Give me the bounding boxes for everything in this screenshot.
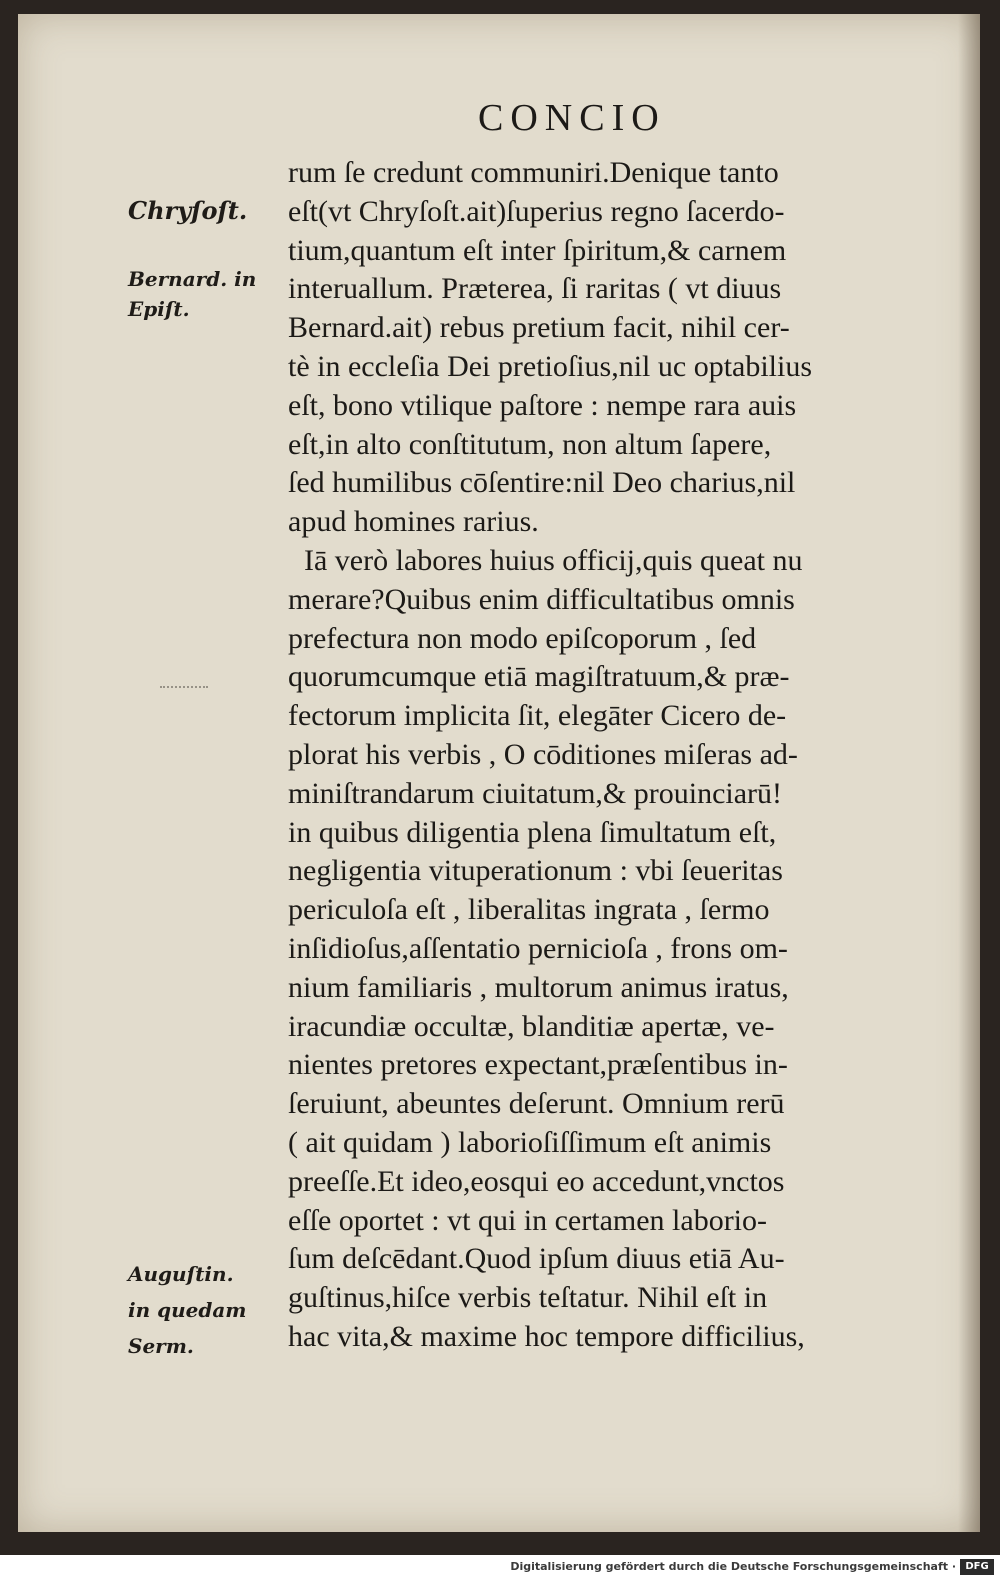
margin-note-bernard (128, 264, 288, 324)
text-line: apud homines rarius. (288, 505, 539, 539)
margin-note-line: Epiſt. (128, 297, 190, 321)
text-line: rum ſe credunt communiri.Denique tanto (288, 156, 779, 189)
text-line: interuallum. Præterea, ſi raritas ( vt diuus (288, 272, 782, 306)
text-line: miniſtrandarum ciuitatum,& prouinciarū! (288, 776, 783, 810)
text-line: in quibus diligentia plena ſimultatum eſt, (288, 815, 777, 849)
text-line: ſum deſcēdant.Quod ipſum diuus etiā Au- (288, 1242, 785, 1276)
margin-note-chrysostom (128, 196, 288, 226)
text-line: eſſe oportet : vt qui in certamen laborio- (288, 1203, 768, 1237)
body-text (288, 154, 948, 1357)
text-line: prefectura non modo epiſcoporum , ſed (288, 621, 757, 655)
dfg-logo: DFG (960, 1559, 994, 1575)
text-line: eſt(vt Chryſoſt.ait)ſuperius regno ſacerdo- (288, 194, 785, 228)
book-page (18, 14, 980, 1532)
margin-note-line: Bernard. in (128, 267, 257, 291)
text-line: ſed humilibus cōſentire:nil Deo charius,nil (288, 466, 796, 500)
text-line: inſidioſus,aſſentatio pernicioſa , frons om- (288, 931, 788, 965)
text-line: ( ait quidam ) laborioſiſſimum eſt animis (288, 1125, 772, 1159)
text-line: tè in eccleſia Dei pretioſius,nil uc optabilius (288, 349, 813, 383)
footer-bar (0, 1555, 1000, 1580)
text-line: periculoſa eſt , liberalitas ingrata , ſermo (288, 893, 770, 927)
text-line: negligentia vituperationum : vbi ſeueritas (288, 854, 783, 888)
funding-credit: Digitalisierung gefördert durch die Deutsche Forschungsgemeinschaft · (510, 1560, 956, 1573)
margin-note-augustine (128, 1256, 288, 1364)
text-line: Bernard.ait) rebus pretium facit, nihil cer- (288, 311, 790, 345)
running-head: CONCIO (478, 97, 666, 139)
text-line: ſeruiunt, abeuntes deſerunt. Omnium rerū (288, 1087, 785, 1121)
text-line: eſt, bono vtilique paſtore : nempe rara auis (288, 388, 797, 422)
text-line: merare?Quibus enim difficultatibus omnis (288, 582, 795, 616)
margin-note-line: Serm. (128, 1334, 194, 1358)
text-line: nium familiaris , multorum animus iratus, (288, 970, 789, 1004)
text-line: quorumcumque etiā magiſtratuum,& præ- (288, 660, 790, 694)
text-line: fectorum implicita ſit, elegāter Cicero de- (288, 699, 787, 733)
gutter-shadow (958, 14, 980, 1532)
text-line: preeſſe.Et ideo,eosqui eo accedunt,vnctos (288, 1164, 785, 1198)
text-line: Iā verò labores huius officij,quis queat nu (304, 543, 803, 577)
text-line: nientes pretores expectant,præſentibus in- (288, 1048, 788, 1082)
margin-note-line: Auguſtin. (128, 1262, 234, 1286)
text-line: tium,quantum eſt inter ſpiritum,& carnem (288, 233, 787, 267)
margin-note-line: Chryſoſt. (128, 196, 248, 225)
text-line: guſtinus,hiſce verbis teſtatur. Nihil eſt in (288, 1281, 768, 1315)
margin-note-line: in quedam (128, 1298, 247, 1322)
text-line: eſt,in alto conſtitutum, non altum ſapere, (288, 427, 772, 461)
text-line: hac vita,& maxime hoc tempore difficilius, (288, 1319, 805, 1353)
ink-smudge (160, 686, 208, 694)
text-line: iracundiæ occultæ, blanditiæ apertæ, ve- (288, 1009, 775, 1043)
text-line: plorat his verbis , O cōditiones miſeras ad- (288, 737, 798, 771)
